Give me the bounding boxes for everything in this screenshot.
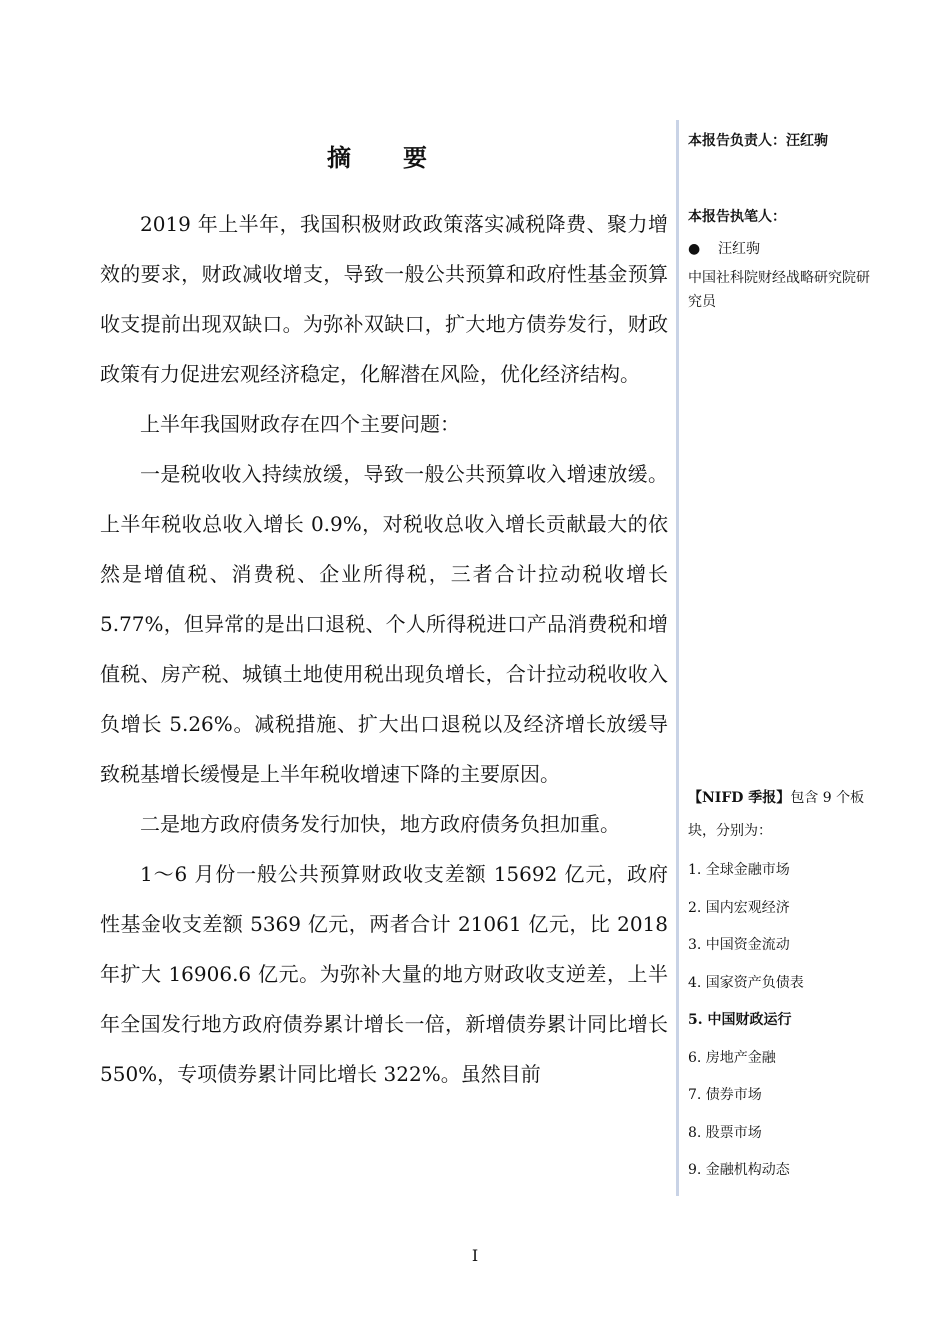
bullet-icon: ● (688, 241, 701, 257)
author-name: 汪红驹 (718, 241, 760, 257)
paragraph-2: 上半年我国财政存在四个主要问题： (140, 412, 460, 436)
module-item: 3. 中国资金流动 (688, 937, 790, 953)
module-item: 7. 债券市场 (688, 1087, 762, 1103)
report-intro (688, 782, 878, 848)
responsible-label: 本报告负责人：汪红驹 (688, 133, 828, 149)
paragraph-1: 2019 年上半年，我国积极财政政策落实减税降费、聚力增效的要求，财政减收增支，导致一般公共预算和政府性基金预算收支提前出现双缺口。为弥补双缺口，扩大地方债券发行，财政政策有力促进宏观经济稳定，化解潜在风险，优化经济结构。 (100, 212, 668, 386)
author-affiliation: 中国社科院财经战略研究院研究员 (688, 270, 870, 310)
report-intro-block (688, 782, 878, 1190)
module-item: 1. 全球金融市场 (688, 862, 790, 878)
report-intro-rest: 包含 9 个板块，分别为： (688, 790, 865, 839)
main-content (100, 130, 668, 1099)
page-number: I (471, 1246, 479, 1265)
module-list (688, 852, 878, 1190)
author-row (688, 238, 878, 260)
report-intro-bracket: 【NIFD 季报】 (688, 790, 791, 806)
paragraph-5: 1～6 月份一般公共预算财政收支差额 15692 亿元，政府性基金收支差额 5369 亿元，两者合计 21061 亿元，比 2018 年扩大 16906.6 亿元。为弥补大量的地方财政收支逆差，上半年全国发行地方政府债券累计增长一倍，新增债券累计同比增长 550%，专项债券累计同比增长 322%。虽然目前 (100, 862, 668, 1086)
module-item: 9. 金融机构动态 (688, 1162, 790, 1178)
responsible-block (688, 130, 878, 150)
author-block (688, 206, 878, 314)
module-item: 5. 中国财政运行 (688, 1012, 792, 1028)
module-item: 6. 房地产金融 (688, 1049, 776, 1066)
sidebar-divider (676, 120, 679, 1196)
module-item: 4. 国家资产负债表 (688, 974, 804, 991)
module-item: 2. 国内宏观经济 (688, 899, 790, 916)
paragraph-4: 二是地方政府债务发行加快，地方政府债务负担加重。 (140, 812, 620, 836)
author-label: 本报告执笔人： (688, 209, 786, 225)
module-item: 8. 股票市场 (688, 1124, 762, 1141)
page-title: 摘 要 (327, 143, 441, 172)
paragraph-3: 一是税收收入持续放缓，导致一般公共预算收入增速放缓。上半年税收总收入增长 0.9%，对税收总收入增长贡献最大的依然是增值税、消费税、企业所得税，三者合计拉动税收增长 5.77%，但异常的是出口退税、个人所得税进口产品消费税和增值税、房产税、城镇土地使用税出现负增长，合计拉动税收收入负增长 5.26%。减税措施、扩大出口退税以及经济增长放缓导致税基增长缓慢是上半年税收增速下降的主要原因。 (100, 462, 668, 786)
